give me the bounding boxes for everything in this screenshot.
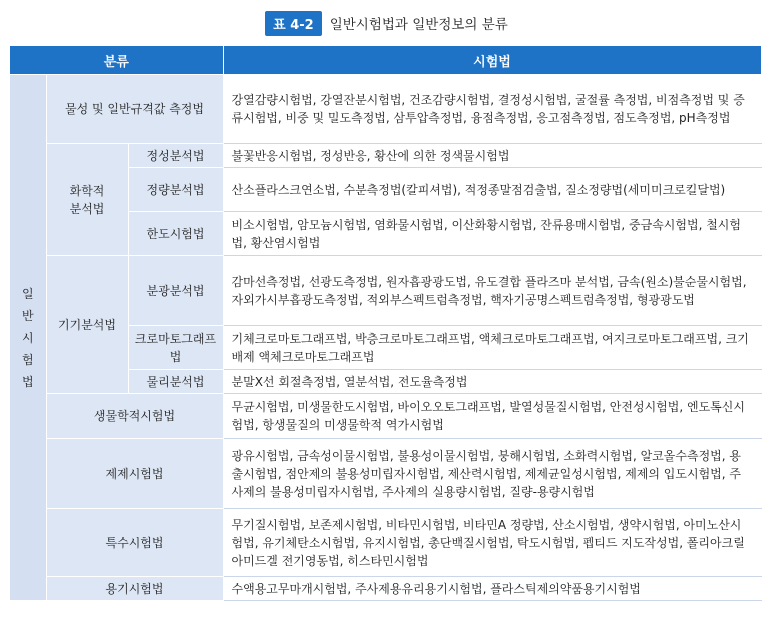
desc-special: 무기질시험법, 보존제시험법, 비타민시험법, 비타민A 정량법, 산소시험법, 생약시험법, 아미노산시험법, 유기체탄소시험법, 유지시험법, 총단백질시험법, 탁도시험법, 펩티드 지도작성법, 폴리아크릴아미드겔 전기영동법, 히스타민시험법 [223,509,761,577]
table-title: 일반시험법과 일반정보의 분류 [329,17,508,33]
table-caption [0,10,773,36]
desc-qualitative: 불꽃반응시험법, 정성반응, 황산에 의한 정색물시험법 [223,144,761,168]
table-row [10,509,761,577]
category-physical: 물성 및 일반규격값 측정법 [46,75,223,144]
category-special: 특수시험법 [46,509,223,577]
sub-chromatography [128,326,223,370]
sub-physical-analysis: 물리분석법 [128,370,223,394]
category-container: 용기시험법 [46,577,223,601]
sub-quantitative: 정량분석법 [128,168,223,212]
category-instrumental: 기기분석법 [46,256,128,394]
desc-biological: 무균시험법, 미생물한도시험법, 바이오오토그래프법, 발열성물질시험법, 안전성시험법, 엔도톡신시험법, 항생물질의 미생물학적 역가시험법 [223,394,761,439]
table-row [10,144,761,168]
sub-qualitative: 정성분석법 [128,144,223,168]
desc-container: 수액용고무마개시험법, 주사제용유리용기시험법, 플라스틱제의약품용기시험법 [223,577,761,601]
desc-spectroscopy: 감마선측정법, 선광도측정법, 원자흡광광도법, 유도결합 플라즈마 분석법, 금속(원소)불순물시험법, 자외가시부흡광도측정법, 적외부스펙트럼측정법, 핵자기공명스펙트럼측정법, 형광광도법 [223,256,761,326]
main-category-label: 일반시험법 [21,286,34,389]
sub-chromatography-label: 크로마토그래프법 [134,331,217,364]
category-biological: 생물학적시험법 [46,394,223,439]
desc-limit: 비소시험법, 암모늄시험법, 염화물시험법, 이산화황시험법, 잔류용매시험법, 중금속시험법, 철시험법, 황산염시험법 [223,212,761,256]
desc-chromatography: 기체크로마토그래프법, 박층크로마토그래프법, 액체크로마토그래프법, 여지크로마토그래프법, 크기배제 액체크로마토그래프법 [223,326,761,370]
table-number-tag: 표 4-2 [265,11,322,36]
table-row [10,394,761,439]
category-chemical-label: 화학적 분석법 [69,183,105,216]
desc-physical: 강열감량시험법, 강열잔분시험법, 건조감량시험법, 결정성시험법, 굴절률 측정법, 비점측정법 및 증류시험법, 비중 및 밀도측정법, 삼투압측정법, 융점측정법, 응고점측정법, 점도측정법, pH측정법 [223,75,761,144]
desc-quantitative: 산소플라스크연소법, 수분측정법(칼피셔법), 적정종말점검출법, 질소정량법(세미미크로킬달법) [223,168,761,212]
sub-limit: 한도시험법 [128,212,223,256]
desc-preparation: 광유시험법, 금속성이물시험법, 불용성이물시험법, 붕해시험법, 소화력시험법, 알코올수측정법, 용출시험법, 점안제의 불용성미립자시험법, 제산력시험법, 제제균일성시험법, 제제의 입도시험법, 주사제의 불용성미립자시험법, 주사제의 실용량시험법, 질량-용량시험법 [223,439,761,509]
classification-table [10,46,762,601]
desc-physical-analysis: 분말X선 회절측정법, 열분석법, 전도율측정법 [223,370,761,394]
category-preparation: 제제시험법 [46,439,223,509]
table-row [10,256,761,326]
main-category-cell [10,75,46,601]
header-test-method: 시험법 [223,46,761,75]
table-row [10,75,761,144]
category-chemical [46,144,128,256]
header-classification: 분류 [10,46,223,75]
table-row [10,439,761,509]
table-row [10,577,761,601]
header-row [10,46,761,75]
sub-spectroscopy: 분광분석법 [128,256,223,326]
